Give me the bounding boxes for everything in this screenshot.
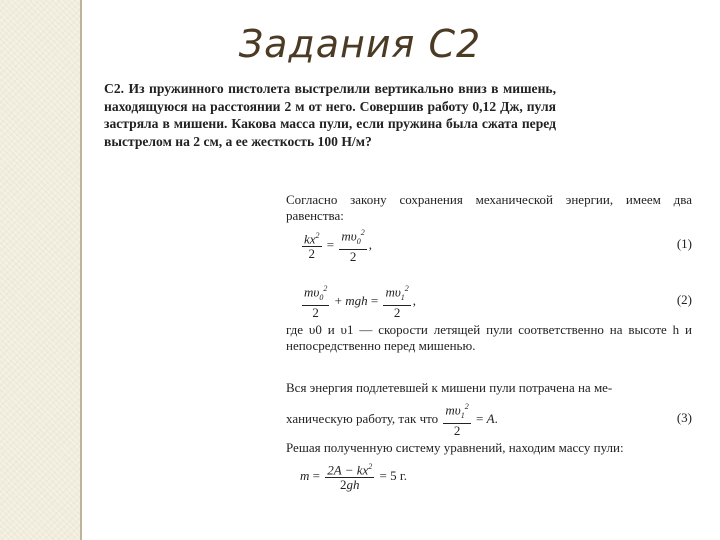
- where-text: где υ0 и υ1 — скорости летящей пули соответственно на высоте h и непосредственно перед мишенью.: [286, 322, 692, 353]
- eq2-number: (2): [676, 292, 692, 307]
- slide-title: Задания С2: [238, 22, 482, 66]
- eq3-number: (3): [676, 410, 692, 425]
- final-fraction: $\frac{2A - kx^2}{2gh}$: [327, 462, 373, 493]
- eq1-rhs: $\frac{m\upsilon_0^2}{2}$: [341, 228, 365, 264]
- eq3-lhs: $\frac{m\upsilon_1^2}{2}$: [445, 402, 469, 438]
- eq2-rhs: $\frac{m\upsilon_1^2}{2}$: [385, 284, 409, 320]
- eq1-lhs: $\frac{kx^2}{2}$: [304, 230, 320, 262]
- solution-intro: Согласно закону сохранения механической энергии, имеем два равенства:: [286, 192, 692, 223]
- problem-statement: [104, 80, 556, 150]
- vertical-divider: [80, 0, 82, 540]
- decorative-side-band: [0, 0, 80, 540]
- eq1-number: (1): [676, 236, 692, 251]
- eq2-term1: $\frac{m\upsilon_0^2}{2}$: [304, 284, 328, 320]
- energy-text-line2: ханическую работу, так что: [286, 410, 439, 426]
- problem-text: Из пружинного пистолета выстрелили вертикально вниз в мишень, находящуюся на расстоянии 2 м от него. Совершив работу 0,12 Дж, пуля застряла в мишени. Какова масса пули, если пружина была сжата перед выстрелом на 2 см, а ее жесткость 100 Н/м?: [104, 81, 556, 149]
- equation-1: $\frac{kx^2}{2}$ = $\frac{m\upsilon_0^2}{2}$ , (1): [304, 228, 692, 264]
- final-result: = 5 г.: [379, 468, 407, 484]
- energy-text-line1: Вся энергия подлетевшей к мишени пули потрачена на ме-: [286, 380, 613, 395]
- problem-number: С2.: [104, 81, 125, 96]
- solve-text: Решая полученную систему уравнений, находим массу пули:: [286, 440, 624, 455]
- equation-2: $\frac{m\upsilon_0^2}{2}$ + mgh = $\frac{m\upsilon_1^2}{2}$ , (2): [304, 284, 692, 320]
- final-formula: m = $\frac{2A - kx^2}{2gh}$ = 5 г.: [300, 462, 407, 493]
- equation-3: ханическую работу, так что $\frac{m\upsilon_1^2}{2}$ = A. (3): [286, 402, 692, 438]
